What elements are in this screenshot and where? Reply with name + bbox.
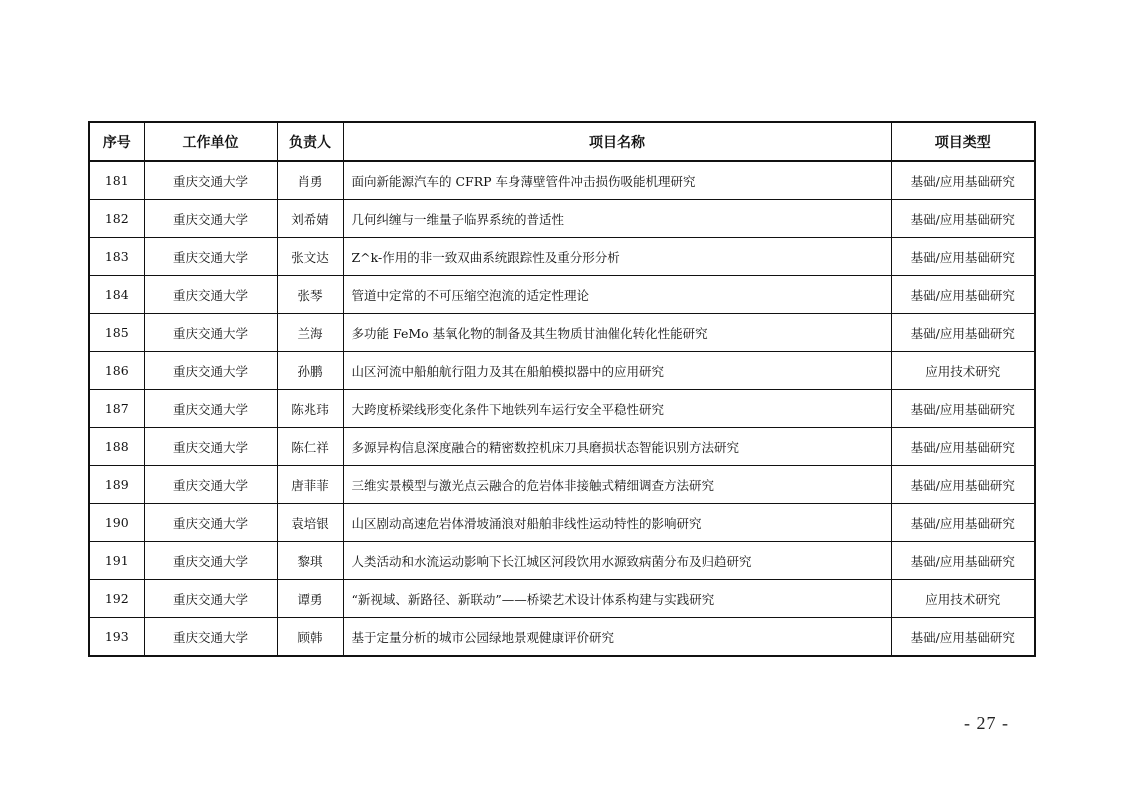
cell-project-type: 基础/应用基础研究 [891, 276, 1035, 314]
header-seq: 序号 [89, 122, 144, 161]
cell-seq: 189 [89, 466, 144, 504]
cell-leader: 唐菲菲 [277, 466, 343, 504]
cell-project-type: 基础/应用基础研究 [891, 390, 1035, 428]
cell-project-name: 人类活动和水流运动影响下长江城区河段饮用水源致病菌分布及归趋研究 [343, 542, 891, 580]
cell-seq: 192 [89, 580, 144, 618]
cell-project-type: 应用技术研究 [891, 352, 1035, 390]
cell-project-name: “新视域、新路径、新联动”——桥梁艺术设计体系构建与实践研究 [343, 580, 891, 618]
table-row [89, 542, 1035, 580]
cell-leader: 顾韩 [277, 618, 343, 657]
cell-project-name: 大跨度桥梁线形变化条件下地铁列车运行安全平稳性研究 [343, 390, 891, 428]
cell-seq: 186 [89, 352, 144, 390]
cell-project-name: 面向新能源汽车的 CFRP 车身薄壁管件冲击损伤吸能机理研究 [343, 161, 891, 200]
cell-seq: 181 [89, 161, 144, 200]
table-row [89, 428, 1035, 466]
header-project-type: 项目类型 [891, 122, 1035, 161]
cell-unit: 重庆交通大学 [144, 238, 277, 276]
table-header-row [89, 122, 1035, 161]
cell-unit: 重庆交通大学 [144, 504, 277, 542]
cell-leader: 兰海 [277, 314, 343, 352]
cell-unit: 重庆交通大学 [144, 618, 277, 657]
cell-unit: 重庆交通大学 [144, 314, 277, 352]
cell-leader: 肖勇 [277, 161, 343, 200]
cell-seq: 191 [89, 542, 144, 580]
table-row [89, 580, 1035, 618]
cell-unit: 重庆交通大学 [144, 200, 277, 238]
cell-project-type: 基础/应用基础研究 [891, 466, 1035, 504]
project-table [88, 121, 1036, 657]
cell-seq: 183 [89, 238, 144, 276]
cell-leader: 张琴 [277, 276, 343, 314]
cell-seq: 190 [89, 504, 144, 542]
cell-project-type: 基础/应用基础研究 [891, 238, 1035, 276]
cell-project-name: 管道中定常的不可压缩空泡流的适定性理论 [343, 276, 891, 314]
table-body [89, 161, 1035, 656]
cell-leader: 刘希婧 [277, 200, 343, 238]
cell-seq: 182 [89, 200, 144, 238]
table-row [89, 238, 1035, 276]
cell-seq: 185 [89, 314, 144, 352]
cell-project-type: 基础/应用基础研究 [891, 161, 1035, 200]
cell-project-name: 三维实景模型与激光点云融合的危岩体非接触式精细调查方法研究 [343, 466, 891, 504]
cell-leader: 陈兆玮 [277, 390, 343, 428]
table-row [89, 618, 1035, 657]
cell-project-name: 多源异构信息深度融合的精密数控机床刀具磨损状态智能识别方法研究 [343, 428, 891, 466]
cell-project-name: 山区河流中船舶航行阻力及其在船舶模拟器中的应用研究 [343, 352, 891, 390]
cell-unit: 重庆交通大学 [144, 276, 277, 314]
cell-project-name: Z^k-作用的非一致双曲系统跟踪性及重分形分析 [343, 238, 891, 276]
cell-project-type: 基础/应用基础研究 [891, 428, 1035, 466]
page-number: - 27 - [964, 713, 1009, 733]
cell-project-name: 基于定量分析的城市公园绿地景观健康评价研究 [343, 618, 891, 657]
cell-project-type: 基础/应用基础研究 [891, 542, 1035, 580]
table-row [89, 161, 1035, 200]
cell-project-type: 基础/应用基础研究 [891, 618, 1035, 657]
cell-project-type: 基础/应用基础研究 [891, 200, 1035, 238]
cell-unit: 重庆交通大学 [144, 580, 277, 618]
cell-leader: 孙鹏 [277, 352, 343, 390]
cell-unit: 重庆交通大学 [144, 466, 277, 504]
cell-project-type: 基础/应用基础研究 [891, 314, 1035, 352]
header-project-name: 项目名称 [343, 122, 891, 161]
cell-leader: 张文达 [277, 238, 343, 276]
cell-project-type: 基础/应用基础研究 [891, 504, 1035, 542]
cell-seq: 184 [89, 276, 144, 314]
cell-unit: 重庆交通大学 [144, 542, 277, 580]
cell-unit: 重庆交通大学 [144, 352, 277, 390]
cell-leader: 黎琪 [277, 542, 343, 580]
table-row [89, 352, 1035, 390]
cell-leader: 谭勇 [277, 580, 343, 618]
table-row [89, 466, 1035, 504]
cell-project-type: 应用技术研究 [891, 580, 1035, 618]
table-row [89, 276, 1035, 314]
cell-seq: 188 [89, 428, 144, 466]
cell-unit: 重庆交通大学 [144, 428, 277, 466]
table-row [89, 504, 1035, 542]
cell-unit: 重庆交通大学 [144, 390, 277, 428]
header-leader: 负责人 [277, 122, 343, 161]
cell-project-name: 山区剧动高速危岩体滑坡涌浪对船舶非线性运动特性的影响研究 [343, 504, 891, 542]
cell-project-name: 多功能 FeMo 基氧化物的制备及其生物质甘油催化转化性能研究 [343, 314, 891, 352]
cell-leader: 陈仁祥 [277, 428, 343, 466]
table-row [89, 200, 1035, 238]
header-unit: 工作单位 [144, 122, 277, 161]
cell-leader: 袁培银 [277, 504, 343, 542]
table-row [89, 314, 1035, 352]
cell-project-name: 几何纠缠与一维量子临界系统的普适性 [343, 200, 891, 238]
table-row [89, 390, 1035, 428]
cell-seq: 193 [89, 618, 144, 657]
cell-unit: 重庆交通大学 [144, 161, 277, 200]
cell-seq: 187 [89, 390, 144, 428]
